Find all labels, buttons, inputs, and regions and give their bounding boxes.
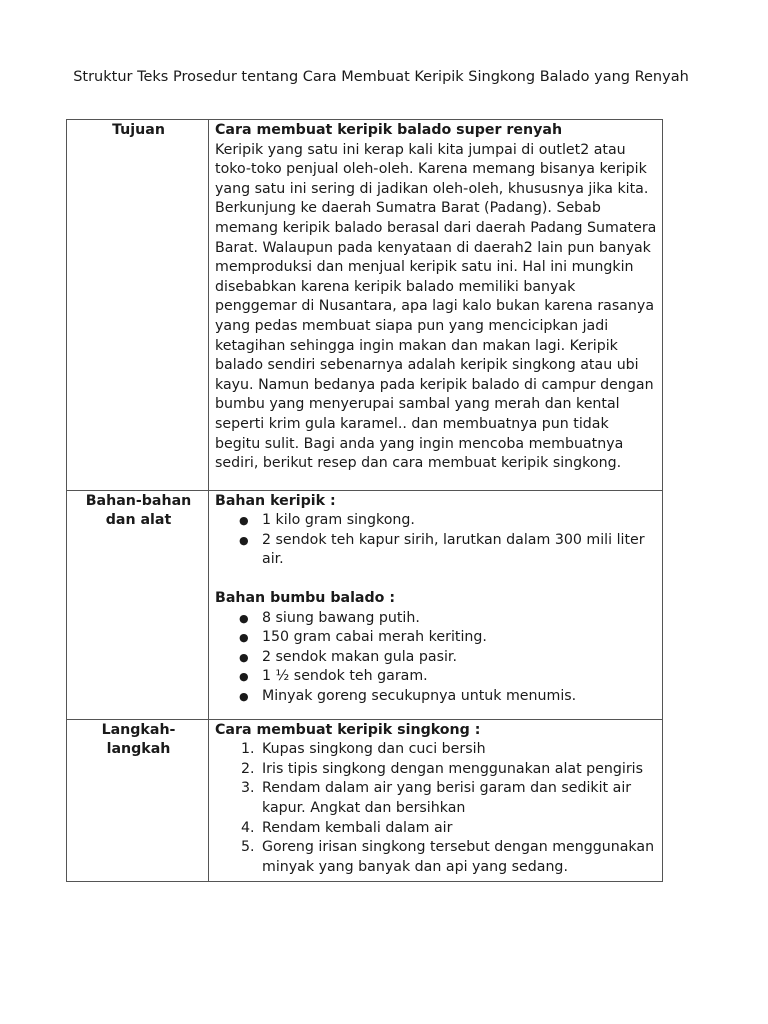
- row-label-langkah-line2: langkah: [106, 741, 171, 758]
- list-item: ● 1 kilo gram singkong.: [215, 511, 658, 531]
- langkah-heading: Cara membuat keripik singkong :: [215, 721, 481, 738]
- list-item: ● Minyak goreng secukupnya untuk menumis.: [215, 687, 658, 707]
- step-text: Goreng irisan singkong tersebut dengan menggunakan minyak yang banyak dan api yang sedang.: [262, 839, 655, 875]
- row-label-bahan: [67, 490, 209, 719]
- row-content-langkah: [209, 719, 663, 882]
- row-content-bahan: [209, 490, 663, 719]
- step-number: 4.: [241, 819, 255, 836]
- list-item: ● 2 sendok teh kapur sirih, larutkan dalam 300 mili liter air.: [215, 531, 658, 570]
- steps-list: [215, 740, 658, 877]
- step-number: 1.: [241, 741, 255, 758]
- keripik-list: [215, 511, 658, 570]
- list-item: [215, 819, 658, 839]
- tujuan-paragraph: Keripik yang satu ini kerap kali kita jumpai di outlet2 atau toko-toko penjual oleh-oleh. Karena memang bisanya keripik yang satu ini sering di jadikan oleh-oleh, khususnya jika kita. Berkunjung ke daerah Sumatra Barat (Padang). Sebab memang keripik balado berasal dari daerah Padang Sumatera Barat. Walaupun pada kenyataan di daerah2 lain pun banyak memproduksi dan menjual keripik satu ini. Hal ini mungkin disebabkan karena keripik balado memiliki banyak penggemar di Nusantara, apa lagi kalo bukan karena rasanya yang pedas membuat siapa pun yang mencicipkan jadi ketagihan sehingga ingin makan dan makan lagi. Keripik balado sendiri sebenarnya adalah keripik singkong atau ubi kayu. Namun bedanya pada keripik balado di campur dengan bumbu yang menyerupai sambal yang merah dan kental seperti krim gula karamel.. dan membuatnya pun tidak begitu sulit. Bagi anda yang ingin mencoba membuatnya sediri, berikut resep dan cara membuat keripik singkong.: [215, 141, 657, 472]
- step-number: 5.: [241, 839, 255, 856]
- list-item: ● 2 sendok makan gula pasir.: [215, 648, 658, 668]
- list-item: [215, 838, 658, 877]
- list-item: [215, 740, 658, 760]
- row-label-tujuan: [67, 120, 209, 491]
- row-label-bahan-line2: dan alat: [105, 512, 172, 529]
- procedure-table: [66, 119, 663, 882]
- row-content-tujuan: [209, 120, 663, 491]
- step-text: Kupas singkong dan cuci bersih: [262, 741, 486, 758]
- step-number: 3.: [241, 780, 255, 797]
- table-row-langkah: [67, 719, 663, 882]
- row-label-tujuan-text: Tujuan: [112, 122, 165, 138]
- step-text: Rendam dalam air yang berisi garam dan sedikit air kapur. Angkat dan bersihkan: [262, 780, 632, 816]
- table-row-tujuan: [67, 120, 663, 491]
- list-item: ● 150 gram cabai merah keriting.: [215, 628, 658, 648]
- bumbu-list: [215, 609, 658, 715]
- tujuan-heading: Cara membuat keripik balado super renyah: [215, 122, 563, 138]
- table-row-bahan: [67, 490, 663, 719]
- list-item: ● 8 siung bawang putih.: [215, 609, 658, 629]
- bumbu-heading: Bahan bumbu balado :: [215, 590, 396, 607]
- step-text: Iris tipis singkong dengan menggunakan alat pengiris: [262, 760, 644, 777]
- step-number: 2.: [241, 760, 255, 777]
- list-item: ● 1 ½ sendok teh garam.: [215, 667, 658, 687]
- list-item: [215, 760, 658, 780]
- row-label-langkah-line1: Langkah-: [101, 721, 176, 738]
- document-title: Struktur Teks Prosedur tentang Cara Membuat Keripik Singkong Balado yang Renyah: [73, 69, 689, 85]
- keripik-heading: Bahan keripik :: [215, 492, 336, 509]
- step-text: Rendam kembali dalam air: [262, 819, 453, 836]
- list-item: [215, 779, 658, 818]
- row-label-langkah: [67, 719, 209, 882]
- row-label-bahan-line1: Bahan-bahan: [85, 492, 192, 509]
